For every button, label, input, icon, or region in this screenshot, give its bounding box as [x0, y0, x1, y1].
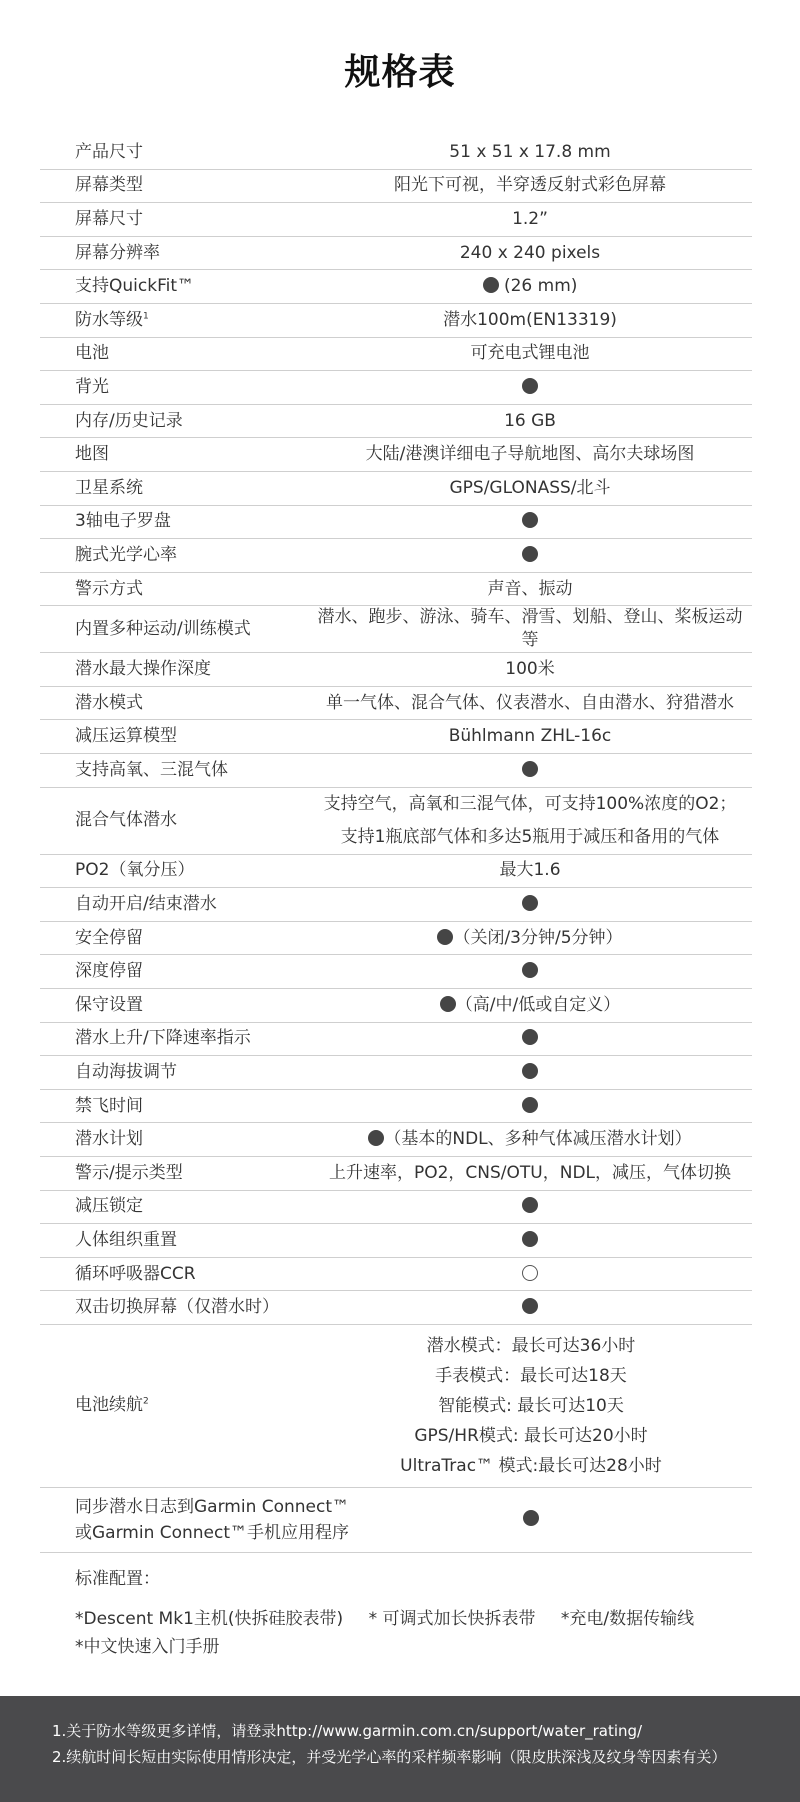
table-row	[40, 1090, 752, 1124]
row-label: 地图	[75, 444, 109, 465]
standard-config-line	[75, 1633, 755, 1661]
config-item: *Descent Mk1主机(快拆硅胶表带)	[75, 1609, 344, 1629]
page-title: 规格表	[344, 52, 456, 93]
filled-dot-icon	[437, 929, 453, 945]
table-row	[40, 371, 752, 405]
row-value	[310, 1095, 752, 1118]
table-row	[40, 472, 752, 506]
footnote-mark: 1	[143, 311, 149, 322]
row-value	[310, 1296, 752, 1319]
table-row	[40, 788, 752, 855]
label-text: 防水等级	[75, 309, 143, 330]
row-value	[310, 544, 752, 567]
row-label: 减压锁定	[75, 1196, 143, 1217]
row-value: 上升速率，PO2，CNS/OTU，NDL，减压，气体切换	[328, 1162, 732, 1183]
filled-dot-icon	[522, 1097, 538, 1113]
row-value: 潜水100m(EN13319)	[443, 309, 617, 330]
value-text: (26 mm)	[503, 276, 578, 297]
row-label: PO2（氧分压）	[75, 860, 195, 881]
row-label: 混合气体潜水	[75, 810, 177, 831]
row-label: 潜水计划	[75, 1129, 143, 1150]
filled-dot-icon	[522, 546, 538, 562]
value-line: GPS/HR模式: 最长可达20小时	[414, 1425, 648, 1446]
filled-dot-icon	[523, 1510, 539, 1526]
standard-config-line	[75, 1605, 755, 1633]
row-label	[40, 1394, 310, 1417]
value-text: （高/中/低或自定义）	[455, 994, 621, 1015]
table-row	[40, 506, 752, 540]
filled-dot-icon	[522, 512, 538, 528]
table-row	[40, 1056, 752, 1090]
row-value: 16 GB	[504, 410, 556, 431]
row-value: Bühlmann ZHL-16c	[448, 726, 612, 747]
table-row	[40, 203, 752, 237]
row-label: 人体组织重置	[75, 1229, 177, 1250]
row-value	[310, 1061, 752, 1084]
row-label: 双击切换屏幕（仅潜水时）	[75, 1297, 279, 1318]
table-row	[40, 606, 752, 653]
row-value: 阳光下可视，半穿透反射式彩色屏幕	[394, 175, 666, 196]
row-value: 潜水、跑步、游泳、骑车、滑雪、划船、登山、桨板运动等	[317, 607, 743, 651]
filled-dot-icon	[522, 1231, 538, 1247]
row-label: 腕式光学心率	[75, 544, 177, 565]
row-label: 安全停留	[75, 927, 143, 948]
label-line: 同步潜水日志到Garmin Connect™	[75, 1496, 350, 1517]
filled-dot-icon	[522, 1063, 538, 1079]
table-row	[40, 1291, 752, 1325]
row-value: 1.2”	[512, 209, 548, 230]
footnote-2: 2.续航时间长短由实际使用情形决定，并受光学心率的采样频率影响（限皮肤深浅及纹身等因素有关）	[52, 1748, 727, 1766]
row-value	[310, 759, 752, 782]
row-value: 声音、振动	[487, 578, 573, 599]
filled-dot-icon	[522, 378, 538, 394]
table-row	[40, 1488, 752, 1553]
table-row	[40, 270, 752, 304]
filled-dot-icon	[368, 1130, 384, 1146]
table-row	[40, 955, 752, 989]
table-row	[40, 1023, 752, 1057]
row-value	[310, 1195, 752, 1218]
filled-dot-icon	[483, 277, 499, 293]
row-value: 最大1.6	[499, 860, 561, 881]
row-value	[370, 1508, 752, 1531]
standard-config-title: 标准配置：	[75, 1569, 160, 1589]
table-row	[40, 1191, 752, 1225]
row-label: 保守设置	[75, 994, 143, 1015]
row-value: 100米	[505, 659, 555, 680]
filled-dot-icon	[522, 1298, 538, 1314]
value-line: 支持1瓶底部气体和多达5瓶用于减压和备用的气体	[340, 826, 720, 847]
table-row	[40, 170, 752, 204]
row-label: 循环呼吸器CCR	[75, 1263, 196, 1284]
row-value	[310, 510, 752, 533]
table-row	[40, 539, 752, 573]
footnote-mark: 2	[143, 1396, 149, 1407]
table-row	[40, 1325, 752, 1488]
row-value	[310, 788, 752, 854]
label-line: 或Garmin Connect™手机应用程序	[75, 1522, 350, 1543]
row-label: 产品尺寸	[75, 141, 143, 162]
table-row	[40, 237, 752, 271]
row-value	[310, 927, 752, 950]
table-row	[40, 754, 752, 788]
table-row	[40, 405, 752, 439]
value-line: UltraTrac™ 模式:最长可达28小时	[400, 1455, 662, 1476]
table-row	[40, 922, 752, 956]
row-label: 自动开启/结束潜水	[75, 893, 217, 914]
footer-notes	[0, 1696, 800, 1802]
row-value	[310, 960, 752, 983]
row-label: 禁飞时间	[75, 1095, 143, 1116]
row-label: 屏幕尺寸	[75, 209, 143, 230]
table-row	[40, 1224, 752, 1258]
row-label: 3轴电子罗盘	[75, 511, 171, 532]
row-label: 深度停留	[75, 961, 143, 982]
row-label: 屏幕分辨率	[75, 242, 160, 263]
table-row	[40, 136, 752, 170]
row-value: 可充电式锂电池	[470, 343, 590, 364]
filled-dot-icon	[522, 1029, 538, 1045]
row-value: GPS/GLONASS/北斗	[449, 477, 611, 498]
row-label: 自动海拔调节	[75, 1061, 177, 1082]
standard-config	[75, 1565, 755, 1661]
row-value	[310, 1325, 752, 1487]
row-value: 大陆/港澳详细电子导航地图、高尔夫球场图	[365, 444, 695, 465]
row-value	[310, 1229, 752, 1252]
table-row	[40, 304, 752, 338]
row-label: 内置多种运动/训练模式	[75, 618, 251, 639]
table-row	[40, 438, 752, 472]
table-row	[40, 1157, 752, 1191]
table-row	[40, 720, 752, 754]
filled-dot-icon	[522, 895, 538, 911]
table-row	[40, 1258, 752, 1292]
table-row	[40, 888, 752, 922]
table-row	[40, 989, 752, 1023]
row-label: 支持QuickFit™	[75, 276, 194, 297]
value-line: 支持空气，高氧和三混气体，可支持100%浓度的O2；	[323, 793, 737, 814]
row-label	[40, 1488, 370, 1552]
row-label	[40, 309, 310, 332]
filled-dot-icon	[522, 1197, 538, 1213]
filled-dot-icon	[440, 996, 456, 1012]
row-label: 潜水上升/下降速率指示	[75, 1028, 251, 1049]
row-label: 背光	[75, 376, 109, 397]
row-value	[310, 1128, 752, 1151]
table-row	[40, 855, 752, 889]
table-row	[40, 687, 752, 721]
row-label: 警示/提示类型	[75, 1162, 183, 1183]
row-value: 51 x 51 x 17.8 mm	[449, 141, 611, 162]
row-value	[310, 275, 752, 298]
row-value: 240 x 240 pixels	[459, 242, 601, 263]
spec-table	[40, 136, 752, 1553]
value-text: （关闭/3分钟/5分钟）	[453, 927, 623, 948]
value-line: 手表模式：最长可达18天	[435, 1365, 627, 1386]
row-value	[310, 1027, 752, 1050]
table-row	[40, 1123, 752, 1157]
row-value	[310, 994, 752, 1017]
row-label: 潜水最大操作深度	[75, 659, 211, 680]
row-label: 屏幕类型	[75, 175, 143, 196]
row-label: 电池	[75, 343, 109, 364]
row-label: 内存/历史记录	[75, 410, 183, 431]
value-text: （基本的NDL、多种气体减压潜水计划）	[384, 1129, 692, 1150]
table-row	[40, 573, 752, 607]
row-value: 单一气体、混合气体、仪表潜水、自由潜水、狩猎潜水	[326, 692, 734, 713]
value-line: 智能模式: 最长可达10天	[438, 1395, 624, 1416]
row-value	[310, 893, 752, 916]
filled-dot-icon	[522, 761, 538, 777]
config-item: *充电/数据传输线	[560, 1609, 695, 1629]
row-label: 减压运算模型	[75, 726, 177, 747]
row-value	[310, 376, 752, 399]
label-text: 电池续航	[75, 1395, 143, 1416]
table-row	[40, 653, 752, 687]
row-label: 卫星系统	[75, 477, 143, 498]
config-item: *中文快速入门手册	[75, 1637, 220, 1657]
hollow-circle-icon	[522, 1265, 538, 1281]
row-value	[310, 1263, 752, 1286]
table-row	[40, 338, 752, 372]
value-line: 潜水模式：最长可达36小时	[426, 1335, 636, 1356]
footnote-1: 1.关于防水等级更多详情，请登录http://www.garmin.com.cn/support/water_rating/	[52, 1722, 643, 1740]
row-label: 警示方式	[75, 578, 143, 599]
filled-dot-icon	[522, 962, 538, 978]
row-label: 潜水模式	[75, 692, 143, 713]
config-item: * 可调式加长快拆表带	[368, 1609, 536, 1629]
row-label: 支持高氧、三混气体	[75, 759, 228, 780]
